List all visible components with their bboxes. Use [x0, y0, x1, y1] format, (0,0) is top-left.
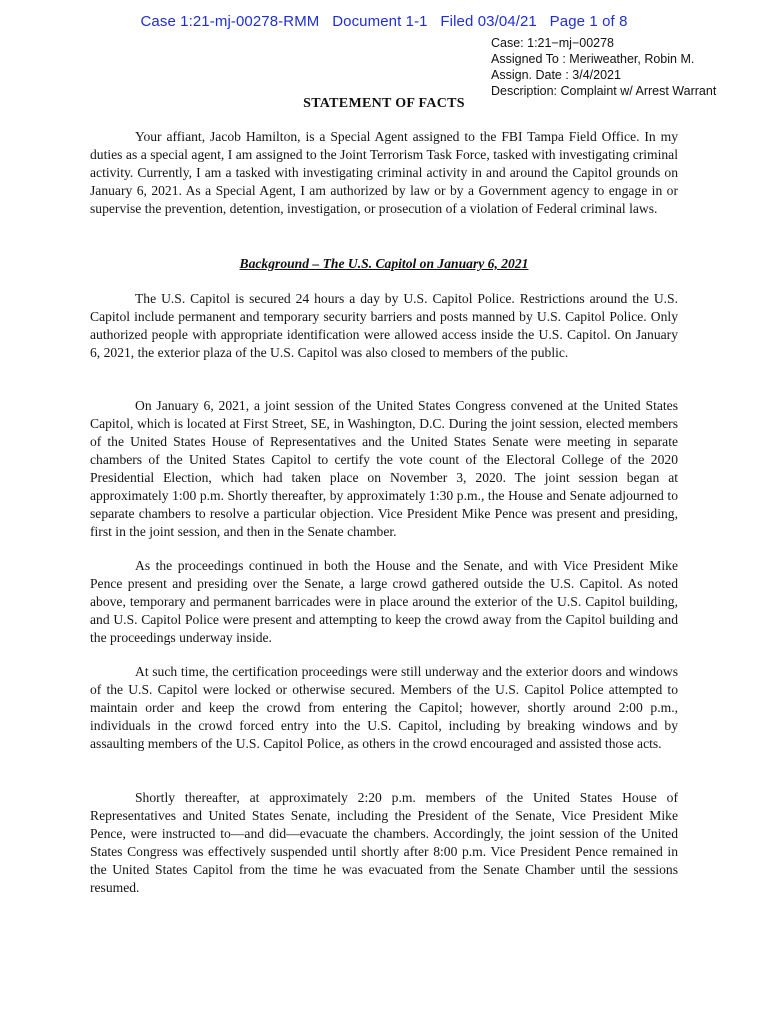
paragraph-text: On January 6, 2021, a joint session of the United States Congress convened at the United States Capitol, which is located at First Street, SE, in Washington, D.C. During the joint session, elected members of the United States House of Representatives and the United States Senate were meeting in separate chambers of the United States Capitol to certify the vote count of the Electoral College of the 2020 Presidential Election, which had taken place on November 3, 2020. The joint session began at approximately 1:00 p.m. Shortly thereafter, by approximately 1:30 p.m., the House and Senate adjourned to separate chambers to resolve a particular objection. Vice President Mike Pence was present and presiding, first in the joint session, and then in the Senate chamber.	[90, 398, 678, 539]
assigned-judge: Assigned To : Meriweather, Robin M.	[491, 52, 695, 66]
assign-date: Assign. Date : 3/4/2021	[491, 68, 621, 82]
paragraph-text: Shortly thereafter, at approximately 2:20 p.m. members of the United States House of Representatives and United States Senate, including the President of the Senate, Vice President Mike Pence, were instructed to—and did—evacuate the chambers. Accordingly, the joint session of the United States Congress was effectively suspended until shortly after 8:00 p.m. Vice President Pence remained in the United States Capitol from the time he was evacuated from the Senate Chamber until the sessions resumed.	[90, 790, 678, 895]
paragraph-evacuation	[90, 789, 678, 897]
paragraph-text: The U.S. Capitol is secured 24 hours a day by U.S. Capitol Police. Restrictions around the U.S. Capitol include permanent and temporary security barriers and posts manned by U.S. Capitol Police. Only authorized people with appropriate identification were allowed access inside the U.S. Capitol. On January 6, 2021, the exterior plaza of the U.S. Capitol was also closed to members of the public.	[90, 291, 678, 360]
document-title: STATEMENT OF FACTS	[303, 96, 465, 111]
case-assignment-stamp	[491, 35, 716, 99]
case-description: Description: Complaint w/ Arrest Warrant	[491, 84, 717, 98]
paragraph-capitol-security	[90, 290, 678, 362]
paragraph-text: As the proceedings continued in both the House and the Senate, and with Vice President Mike Pence present and presiding over the Senate, a large crowd gathered outside the U.S. Capitol. As noted above, temporary and permanent barricades were in place around the exterior of the U.S. Capitol building, and U.S. Capitol Police were present and attempting to keep the crowd away from the Capitol building and the proceedings underway inside.	[90, 558, 678, 645]
ecf-filing-header: Case 1:21-mj-00278-RMM Document 1-1 Filed 03/04/21 Page 1 of 8	[140, 13, 628, 30]
paragraph-text: At such time, the certification proceedings were still underway and the exterior doors and windows of the U.S. Capitol were locked or otherwise secured. Members of the U.S. Capitol Police attempted to maintain order and keep the crowd from entering the Capitol; however, shortly around 2:00 p.m., individuals in the crowd forced entry into the U.S. Capitol, including by breaking windows and by assaulting members of the U.S. Capitol Police, as others in the crowd encouraged and assisted those acts.	[90, 664, 678, 751]
section-heading: Background – The U.S. Capitol on January 6, 2021	[239, 256, 529, 271]
paragraph-text: Your affiant, Jacob Hamilton, is a Special Agent assigned to the FBI Tampa Field Office. In my duties as a special agent, I am assigned to the Joint Terrorism Task Force, tasked with investigating criminal activity. Currently, I am a tasked with investigating criminal activity in and around the Capitol grounds on January 6, 2021. As a Special Agent, I am authorized by law or by a Government agency to engage in or supervise the prevention, detention, investigation, or prosecution of a violation of Federal criminal laws.	[90, 129, 678, 216]
paragraph-affiant	[90, 128, 678, 218]
paragraph-forced-entry	[90, 663, 678, 753]
case-number: Case: 1:21−mj−00278	[491, 36, 615, 50]
paragraph-crowd-gathered	[90, 557, 678, 647]
paragraph-joint-session	[90, 397, 678, 541]
